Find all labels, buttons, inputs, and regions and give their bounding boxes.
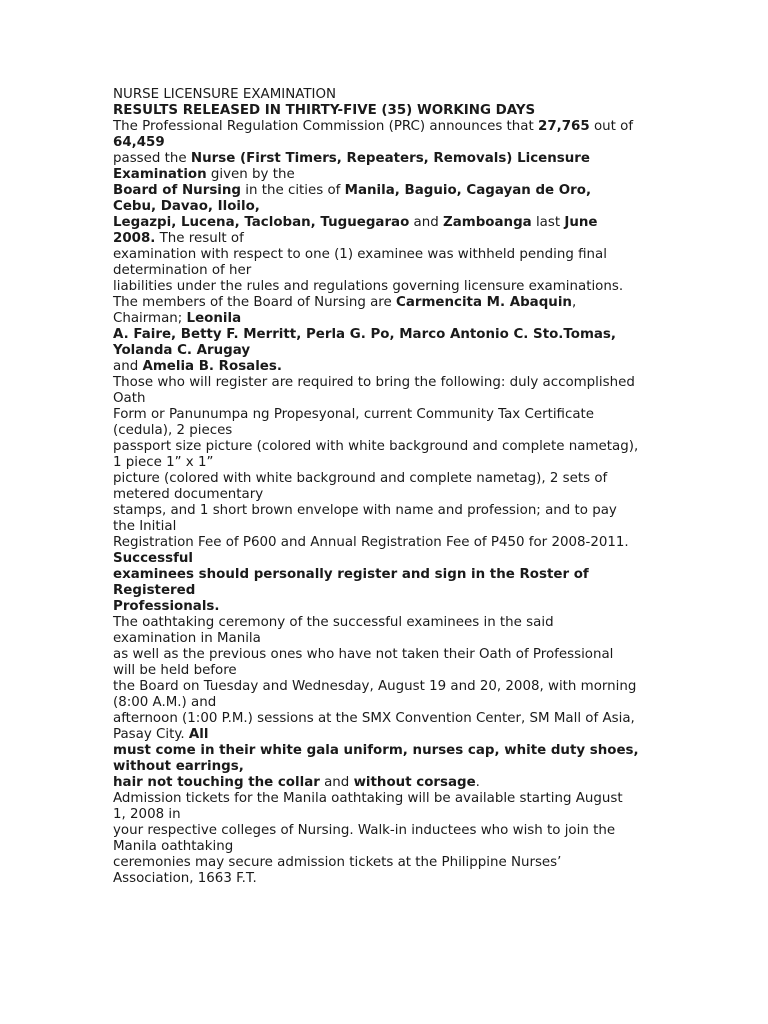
bold-text-run: examinees should personally register and sign in the Roster of <box>113 567 589 582</box>
text-run: Registration Fee of P600 and Annual Registration Fee of P450 for 2008-2011. <box>113 535 629 550</box>
bold-text-run: Professionals. <box>113 599 220 614</box>
bold-text-run: Registered <box>113 583 196 598</box>
text-run: Those who will register are required to bring the following: duly accomplished <box>113 375 635 390</box>
text-line <box>113 615 663 631</box>
text-line <box>113 695 663 711</box>
bold-text-run: A. Faire, Betty F. Merritt, Perla G. Po, Marco Antonio C. Sto.Tomas, <box>113 327 616 342</box>
text-run: the Initial <box>113 519 177 534</box>
text-run: liabilities under the rules and regulations governing licensure examinations. <box>113 279 624 294</box>
text-run: and <box>113 359 143 374</box>
bold-text-run: without earrings, <box>113 759 244 774</box>
text-line <box>113 599 663 615</box>
text-line <box>113 791 663 807</box>
document-title: NURSE LICENSURE EXAMINATION <box>113 87 337 102</box>
text-run: , <box>571 295 577 310</box>
text-line <box>113 231 663 247</box>
text-line <box>113 423 663 439</box>
text-line <box>113 839 663 855</box>
text-run: passed the <box>113 151 191 166</box>
text-run: Form or Panunumpa ng Propesyonal, current Community Tax Certificate <box>113 407 595 422</box>
text-line <box>113 359 663 375</box>
text-run: 1, 2008 in <box>113 807 181 822</box>
text-run: afternoon (1:00 P.M.) sessions at the SMX Convention Center, SM Mall of Asia, <box>113 711 635 726</box>
text-run: Oath <box>113 391 146 406</box>
text-run: The result of <box>155 231 244 246</box>
text-line <box>113 407 663 423</box>
text-run: Pasay City. <box>113 727 189 742</box>
text-line <box>113 567 663 583</box>
text-line <box>113 327 663 343</box>
text-line <box>113 807 663 823</box>
text-run: Chairman; <box>113 311 187 326</box>
text-line <box>113 583 663 599</box>
text-line <box>113 759 663 775</box>
bold-text-run: 64,459 <box>113 135 165 150</box>
bold-text-run: Leonila <box>186 311 242 326</box>
text-run: Association, 1663 F.T. <box>113 871 257 886</box>
text-line <box>113 151 663 167</box>
text-run: given by the <box>206 167 295 182</box>
bold-text-run: Board of Nursing <box>113 183 242 198</box>
document-page <box>113 87 663 887</box>
bold-text-run: Yolanda C. Arugay <box>113 343 251 358</box>
text-line <box>113 775 663 791</box>
text-line <box>113 135 663 151</box>
bold-text-run: Nurse (First Timers, Repeaters, Removals) Licensure <box>190 151 590 166</box>
text-line <box>113 391 663 407</box>
text-run: as well as the previous ones who have not taken their Oath of Professional <box>113 647 614 662</box>
text-line <box>113 535 663 551</box>
text-run: examination with respect to one (1) examinee was withheld pending final <box>113 247 607 262</box>
text-run: passport size picture (colored with white background and complete nametag), <box>113 439 639 454</box>
bold-text-run: hair not touching the collar <box>113 775 320 790</box>
text-line <box>113 711 663 727</box>
bold-text-run: Manila, Baguio, Cagayan de Oro, <box>344 183 592 198</box>
text-line <box>113 215 663 231</box>
text-line <box>113 631 663 647</box>
text-line <box>113 647 663 663</box>
text-run: The Professional Regulation Commission (PRC) announces that <box>113 119 539 134</box>
text-line <box>113 119 663 135</box>
text-line <box>113 727 663 743</box>
bold-text-run: Amelia B. Rosales. <box>142 359 282 374</box>
text-line <box>113 167 663 183</box>
text-line <box>113 455 663 471</box>
text-run: your respective colleges of Nursing. Walk-in inductees who wish to join the <box>113 823 616 838</box>
bold-text-run: Carmencita M. Abaquin <box>396 295 572 310</box>
text-run: in the cities of <box>241 183 345 198</box>
text-run: (8:00 A.M.) and <box>113 695 217 710</box>
bold-text-run: All <box>188 727 209 742</box>
text-run: will be held before <box>113 663 237 678</box>
bold-text-run: Legazpi, Lucena, Tacloban, Tuguegarao <box>113 215 410 230</box>
text-run: . <box>475 775 480 790</box>
text-line <box>113 375 663 391</box>
bold-text-run: without corsage <box>353 775 476 790</box>
text-run: ceremonies may secure admission tickets at the Philippine Nurses’ <box>113 855 562 870</box>
bold-text-run: June <box>564 215 598 230</box>
bold-text-run: 27,765 <box>538 119 590 134</box>
text-line <box>113 679 663 695</box>
bold-text-run: Cebu, Davao, Iloilo, <box>113 199 260 214</box>
text-line <box>113 519 663 535</box>
text-line <box>113 279 663 295</box>
text-run: the Board on Tuesday and Wednesday, August 19 and 20, 2008, with morning <box>113 679 637 694</box>
document-body <box>113 119 663 887</box>
text-run: out of <box>589 119 634 134</box>
text-line <box>113 663 663 679</box>
bold-text-run: Examination <box>113 167 207 182</box>
bold-text-run: Zamboanga <box>443 215 532 230</box>
document-subtitle: RESULTS RELEASED IN THIRTY-FIVE (35) WORKING DAYS <box>113 103 536 118</box>
text-line <box>113 199 663 215</box>
text-run: 1 piece 1” x 1” <box>113 455 214 470</box>
text-line <box>113 247 663 263</box>
text-line <box>113 487 663 503</box>
text-run: Admission tickets for the Manila oathtaking will be available starting August <box>113 791 623 806</box>
text-run: and <box>319 775 354 790</box>
text-line <box>113 439 663 455</box>
text-line <box>113 855 663 871</box>
text-run: determination of her <box>113 263 252 278</box>
bold-text-run: must come in their white gala uniform, nurses cap, white duty shoes, <box>113 743 639 758</box>
text-run: last <box>531 215 565 230</box>
text-line <box>113 311 663 327</box>
text-run: metered documentary <box>113 487 264 502</box>
text-line <box>113 343 663 359</box>
text-run: The members of the Board of Nursing are <box>113 295 396 310</box>
text-line <box>113 743 663 759</box>
text-line <box>113 503 663 519</box>
text-line <box>113 871 663 887</box>
text-line <box>113 823 663 839</box>
text-line <box>113 263 663 279</box>
text-line <box>113 471 663 487</box>
text-line <box>113 183 663 199</box>
text-run: Manila oathtaking <box>113 839 234 854</box>
text-run: The oathtaking ceremony of the successful examinees in the said <box>113 615 554 630</box>
text-run: (cedula), 2 pieces <box>113 423 233 438</box>
bold-text-run: Successful <box>113 551 194 566</box>
text-line <box>113 551 663 567</box>
text-run: picture (colored with white background and complete nametag), 2 sets of <box>113 471 608 486</box>
text-run: stamps, and 1 short brown envelope with name and profession; and to pay <box>113 503 617 518</box>
bold-text-run: 2008. <box>113 231 156 246</box>
text-run: examination in Manila <box>113 631 261 646</box>
text-run: and <box>409 215 444 230</box>
text-line <box>113 295 663 311</box>
